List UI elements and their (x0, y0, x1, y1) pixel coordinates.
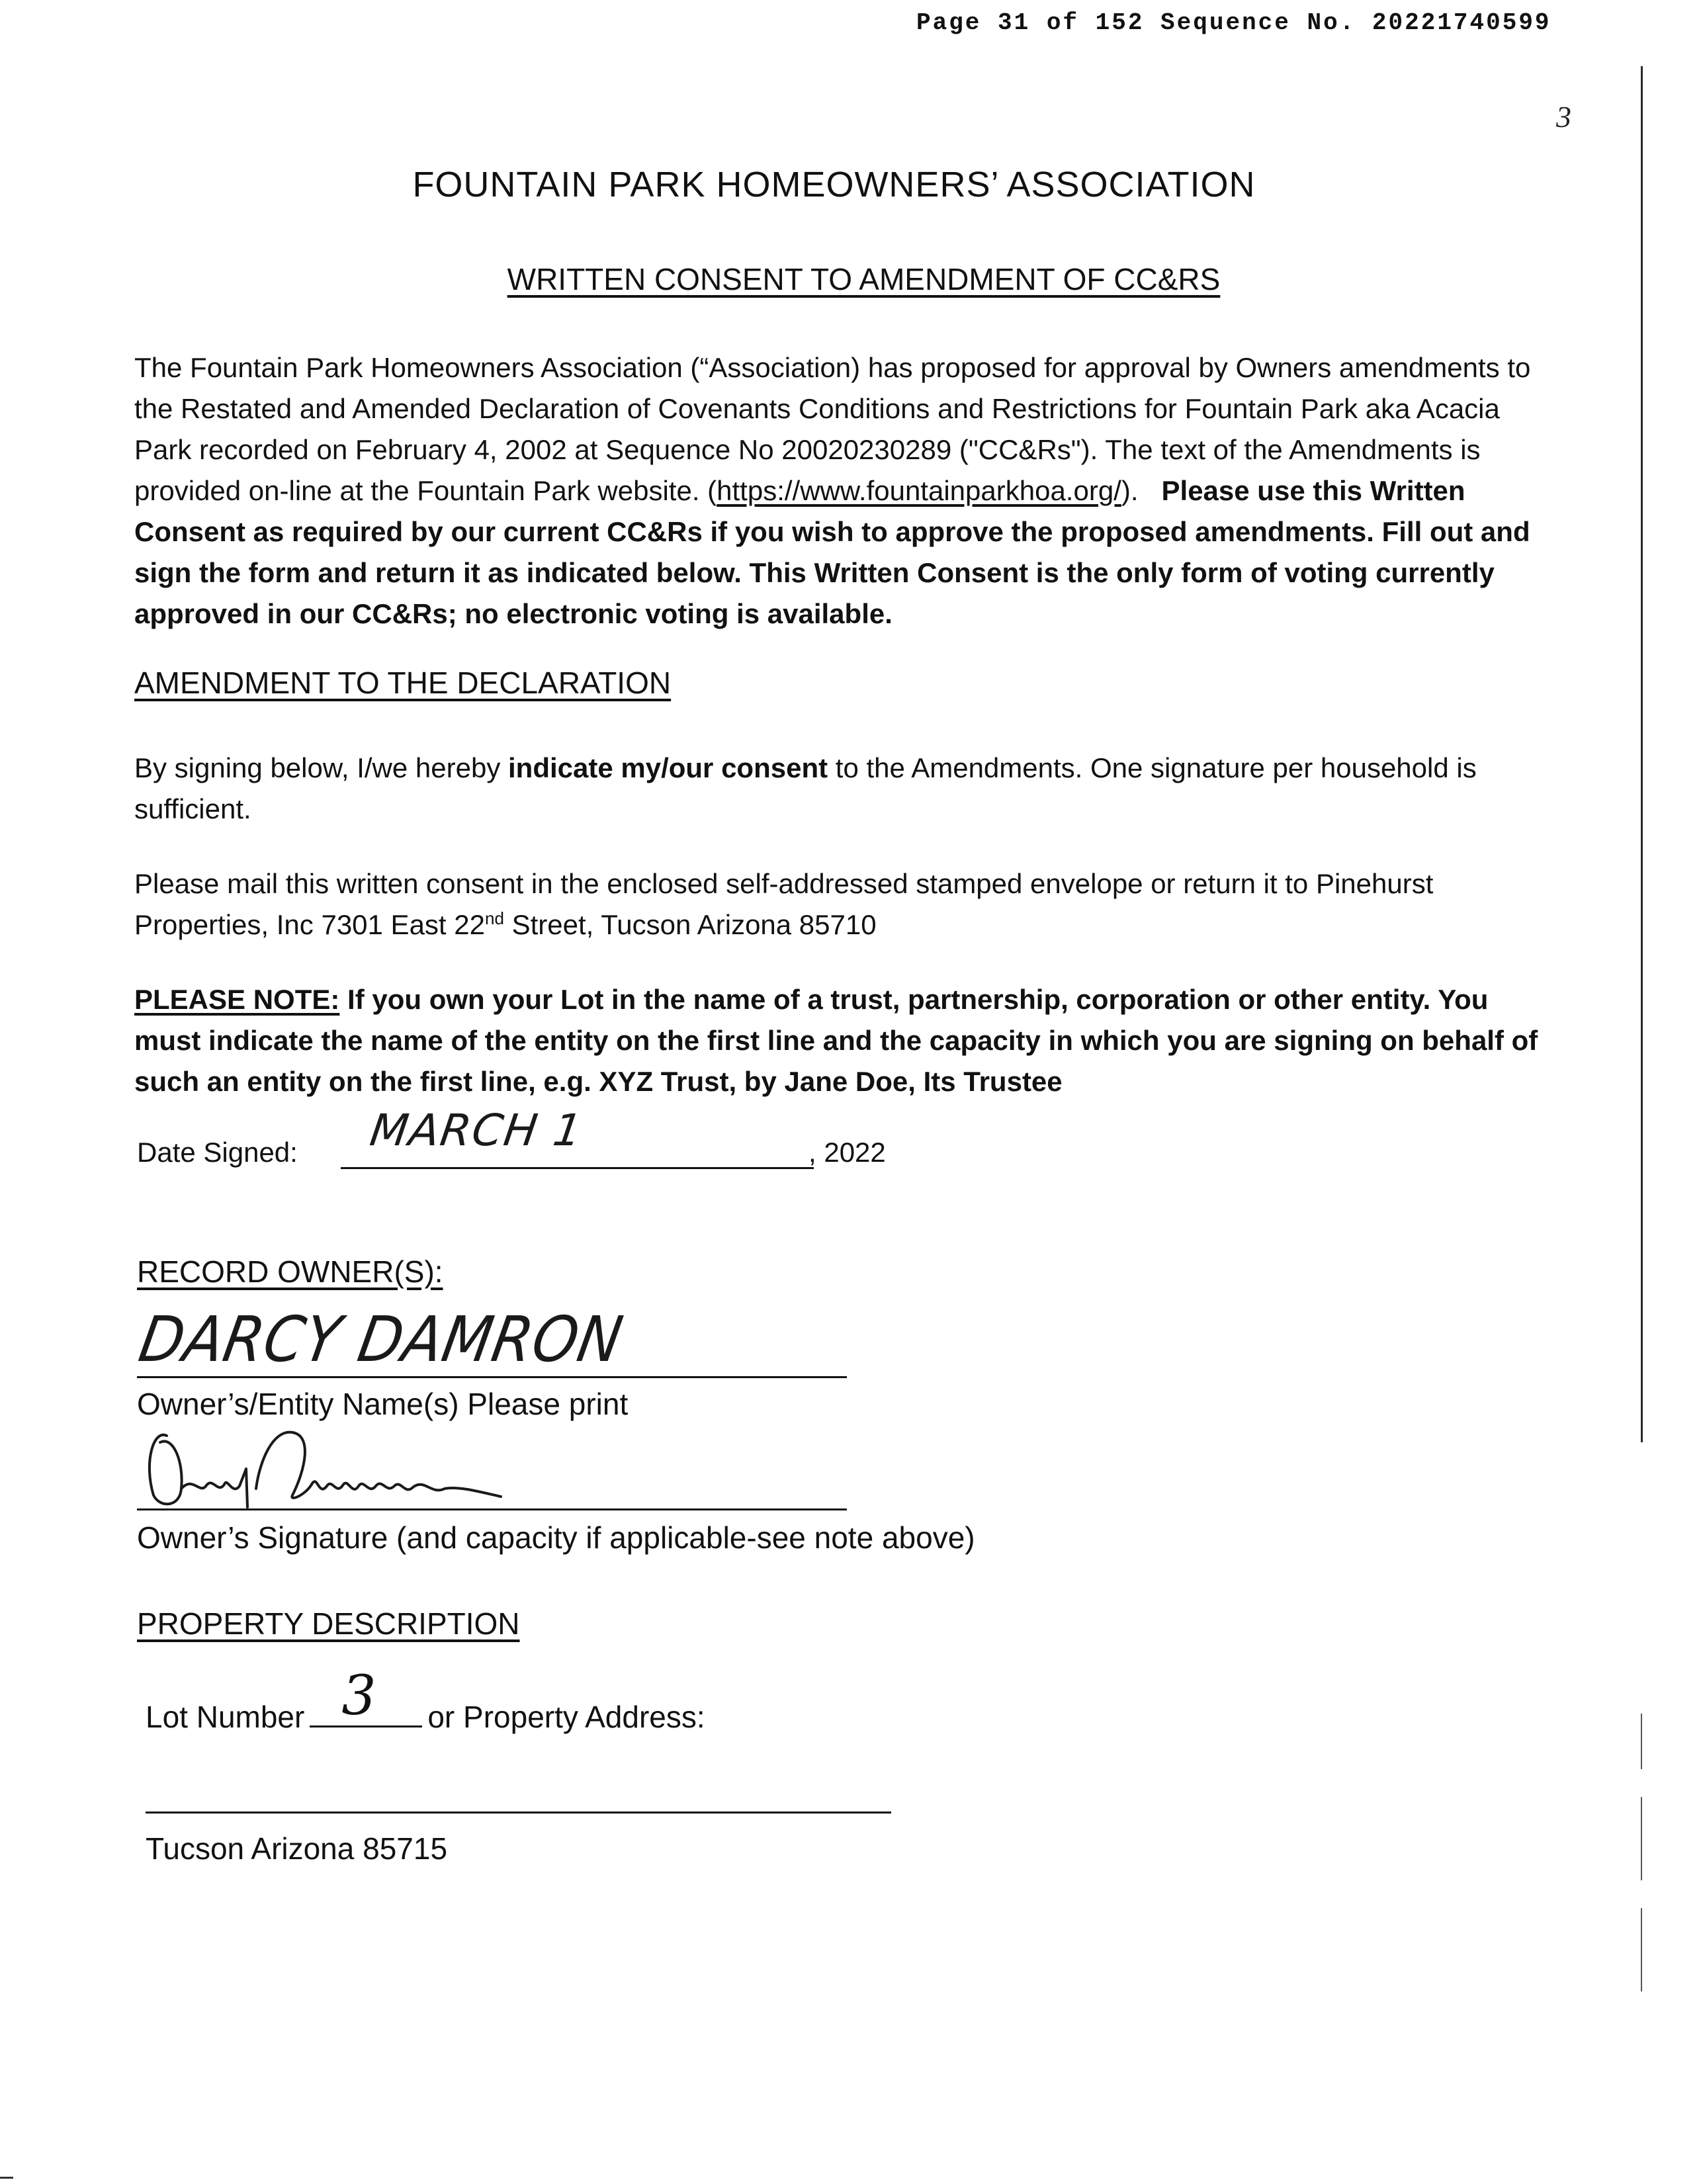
lot-number-value: 3 (341, 1665, 376, 1727)
consent-paragraph (134, 748, 1557, 830)
mail-post: Street, Tucson Arizona 85710 (503, 909, 877, 940)
amendment-section-heading: AMENDMENT TO THE DECLARATION (134, 666, 672, 700)
subtitle-text: WRITTEN CONSENT TO AMENDMENT OF CC&RS (507, 262, 1221, 296)
date-signed-label: Date Signed: (137, 1137, 298, 1168)
document-subtitle (0, 261, 1701, 297)
intro-bold-instructions: Please use this Written Consent as required by our current CC&Rs if you wish to approve the proposed amendments. Fill out and sign the form and return it as indicated below. This Written Consent is the only form of voting currently approved in our CC&Rs; no electronic voting is available. (134, 475, 1530, 629)
date-signed-line (341, 1167, 814, 1169)
owner-name-line (137, 1376, 847, 1378)
property-address-label: or Property Address: (427, 1700, 705, 1734)
property-description-heading: PROPERTY DESCRIPTION (137, 1606, 520, 1641)
note-paragraph (134, 979, 1557, 1102)
consent-post: to the Amendments. One signature per household is sufficient. (134, 752, 1477, 824)
date-signed-value[interactable]: MARCH 1 (367, 1105, 587, 1156)
handwritten-page-number: 3 (1556, 100, 1571, 134)
sequence-stamp: Page 31 of 152 Sequence No. 20221740599 (916, 9, 1551, 36)
lot-number-row (146, 1665, 705, 1735)
consent-bold: indicate my/our consent (508, 752, 828, 783)
website-link[interactable]: https://www.fountainparkhoa.org/ (717, 475, 1121, 506)
owner-signature[interactable] (140, 1422, 564, 1515)
mail-sup: nd (484, 908, 504, 928)
date-year: , 2022 (808, 1137, 886, 1168)
scan-edge-line-lower (1641, 1714, 1642, 1991)
mail-paragraph (134, 863, 1557, 945)
property-city: Tucson Arizona 85715 (146, 1831, 448, 1866)
intro-text-2: ). (1121, 475, 1139, 506)
lot-number-field[interactable] (310, 1665, 422, 1727)
document-title: FOUNTAIN PARK HOMEOWNERS’ ASSOCIATION (412, 165, 1256, 204)
signature-label: Owner’s Signature (and capacity if applicable-see note above) (137, 1520, 975, 1555)
record-owner-heading: RECORD OWNER(S): (137, 1254, 443, 1289)
note-text: If you own your Lot in the name of a trust, partnership, corporation or other entity. You must indicate the name of the entity on the first line and the capacity in which you are signing on behalf of such an entity on the first line, e.g. XYZ Trust, by Jane Doe, Its Trustee (134, 984, 1538, 1097)
consent-pre: By signing below, I/we hereby (134, 752, 508, 783)
property-address-line[interactable] (146, 1812, 891, 1813)
lot-number-label: Lot Number (146, 1700, 305, 1734)
owner-name-value[interactable]: DARCY DAMRON (134, 1303, 629, 1376)
intro-text-1: The Fountain Park Homeowners Association (“Association) has proposed for approval by Owners amendments to the Restated and Amended Declaration of Covenants Conditions and Restrictions for Fountain Park aka Acacia Park recorded on February 4, 2002 at Sequence No 20020230289 ("CC&Rs"). The text of the Amendments is provided on-line at the Fountain Park website. ( (134, 352, 1531, 506)
note-label: PLEASE NOTE: (134, 984, 340, 1015)
signature-line (137, 1508, 847, 1510)
scan-corner-mark (0, 2177, 13, 2179)
mail-pre: Please mail this written consent in the enclosed self-addressed stamped envelope or return it to Pinehurst Properties, Inc 7301 East 22 (134, 868, 1434, 940)
intro-paragraph (134, 347, 1557, 634)
owner-name-label: Owner’s/Entity Name(s) Please print (137, 1387, 629, 1421)
